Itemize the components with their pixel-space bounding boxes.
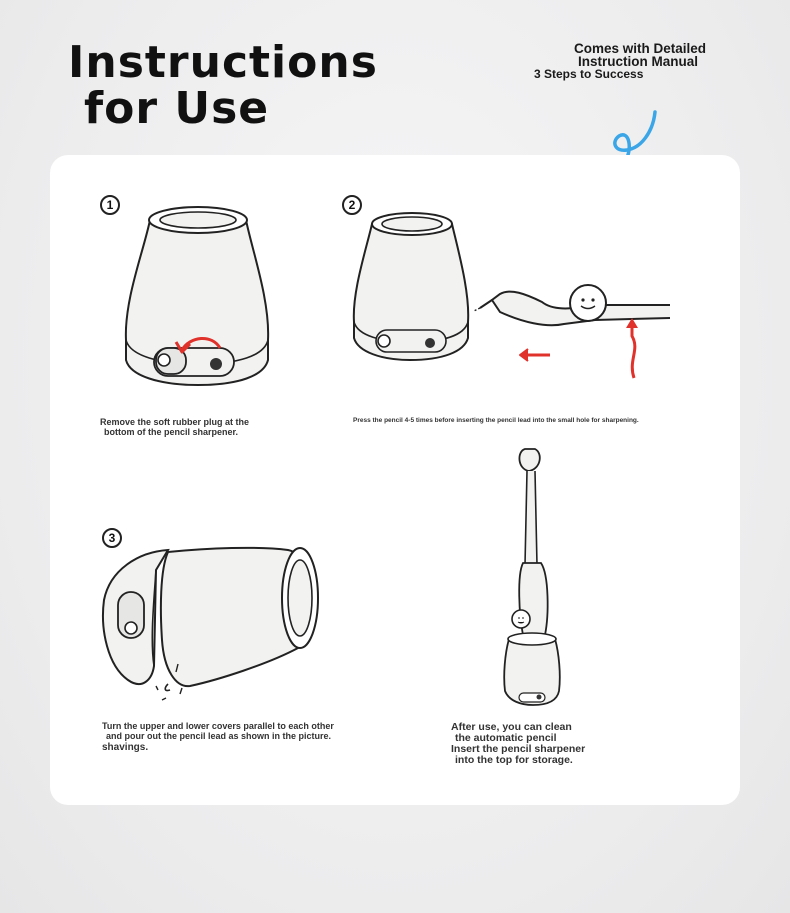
step-1-caption-line-1: Remove the soft rubber plug at the (100, 417, 250, 427)
step-3-caption (102, 721, 334, 755)
tagline-line-1: Comes with Detailed (574, 41, 707, 56)
step-3-number: 3 (102, 528, 122, 548)
step-2-caption-line-1: Press the pencil 4-5 times before inserting the pencil lead into the small hole for sharpening. (353, 417, 639, 424)
step-1-caption-line-2: bottom of the pencil sharpener. (104, 427, 239, 437)
step-4-caption-line-2: the automatic pencil (455, 732, 557, 744)
tagline (530, 42, 740, 81)
step-4-caption-line-4: into the top for storage. (455, 754, 573, 766)
step-2-caption (353, 417, 639, 425)
step-4-caption (451, 722, 585, 766)
tagline-line-3: 3 Steps to Success (534, 67, 644, 81)
step-3-caption-line-1: Turn the upper and lower covers parallel to each other (102, 721, 334, 731)
step-3-caption-line-3: shavings. (102, 742, 149, 753)
page-title (68, 37, 378, 134)
sharpener-illustration-step-2 (350, 210, 680, 385)
tagline-line-2: Instruction Manual (578, 54, 699, 69)
title-line-1: Instructions (68, 37, 378, 88)
pencil-in-sharpener-icon (495, 445, 575, 710)
step-4-caption-line-3: Insert the pencil sharpener (451, 743, 586, 755)
step-3-caption-line-2: and pour out the pencil lead as shown in the picture. (106, 731, 332, 741)
step-1-caption (100, 417, 249, 437)
step-2-number: 2 (342, 195, 362, 215)
sharpener-illustration-step-1 (120, 200, 280, 390)
step-1-number: 1 (100, 195, 120, 215)
instructions-card (50, 155, 740, 805)
sharpener-illustration-step-3 (98, 540, 328, 710)
title-line-2: for Use (84, 83, 270, 134)
up-rotate-arrow-icon (626, 318, 638, 378)
left-arrow-icon (520, 349, 550, 361)
step-4-caption-line-1: After use, you can clean (451, 721, 572, 733)
